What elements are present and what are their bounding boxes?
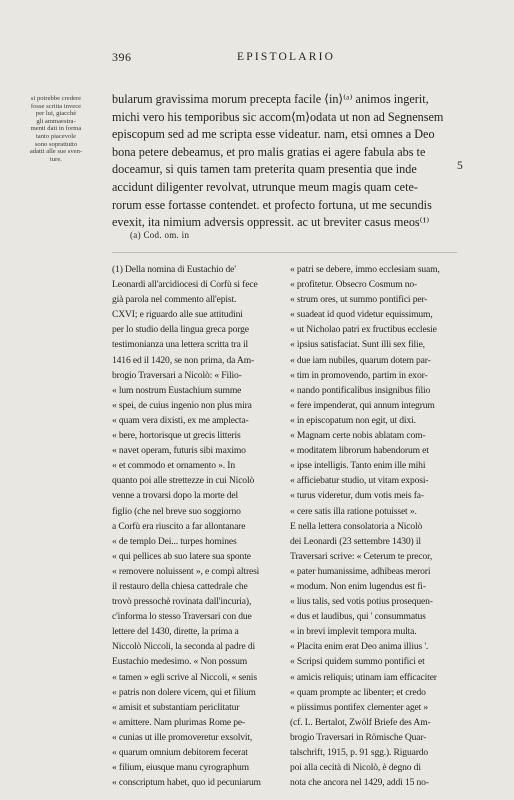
commentary-line: « cunias ut ille promoveretur exsolvit, <box>112 731 253 743</box>
commentary-line: poi alla cecità di Nicolò, è degno di <box>290 762 421 774</box>
main-text-line: michi vero his temporibus sic accom⟨m⟩odata ut non ad Segnensem <box>112 109 444 124</box>
marginal-note-line: menti dati in forma <box>30 125 82 133</box>
commentary-line: « fere impenderat, qui annum integrum <box>290 399 435 411</box>
marginal-note-line: tanto piacevole <box>35 132 77 140</box>
commentary-line: a Corfù era riuscito a far allontanare <box>112 520 246 532</box>
main-text-line: evexit, ita nimium adversis oppressit. ac ut breviter casus meos⁽¹⁾ <box>112 215 430 230</box>
commentary-line: « removere noluissent », e compì altresì <box>112 565 260 577</box>
commentary-line: « moditatem librorum habendorum et <box>290 445 429 457</box>
commentary-line: « filium, eiusque manu cyrographum <box>112 762 249 774</box>
commentary-right-column <box>290 262 462 790</box>
page-number: 396 <box>112 50 132 64</box>
main-text-line: doceamur, si quis tamen tam preterita quam presentia que inde <box>112 162 417 177</box>
commentary-line: CXVI; e riguardo alle sue attitudini <box>112 309 243 321</box>
commentary-line: « dus et laudibus, qui ' consummatus <box>290 611 426 623</box>
commentary-line: dei Leonardi (23 settembre 1430) il <box>290 535 421 547</box>
line-number: 5 <box>457 160 463 172</box>
commentary-line: « strum ores, ut summo pontifici per- <box>290 294 428 306</box>
commentary-line: (cf. L. Bertalot, Zwölf Briefe des Am- <box>290 716 431 728</box>
commentary-line: c'informa lo stesso Traversari con due <box>112 611 252 623</box>
commentary-line: « navet operam, futuris sibi maximo <box>112 445 246 457</box>
commentary-line: il restauro della chiesa cattedrale che <box>112 580 248 592</box>
commentary-line: « bere, hortorisque ut grecis litteris <box>112 430 241 442</box>
commentary-line: « due iam nubiles, quarum dotem par- <box>290 354 431 366</box>
commentary-line: « amisit et substantiam periclitatur <box>112 701 240 713</box>
commentary-line: « quarum omnium debitorem fecerat <box>112 747 248 758</box>
commentary-line: venne a trovarsi dopo la morte del <box>112 490 238 502</box>
marginal-note-line: fosse scritta invece <box>30 102 82 110</box>
marginal-note-line: si potrebbe credere <box>30 95 82 102</box>
commentary-line: (1) Della nomina di Eustachio de' <box>112 264 236 275</box>
commentary-line: brogio Traversari a Nicolò: « Filio- <box>112 369 242 381</box>
main-text-line: bularum gravissima morum precepta facile ⟨in⟩⁽ᵃ⁾ animos ingerit, <box>112 92 429 106</box>
main-text-line: rorum esse fortasse contendet. et profecto fortuna, ut me secundis <box>112 197 432 212</box>
main-text-line: episcopum sed ad me scripta esse videatur. nam, etsi omnes a Deo <box>112 127 435 142</box>
commentary-line: « Placita enim erat Deo anima illius '. <box>290 641 429 653</box>
commentary-line: brogio Traversari in Römische Quar- <box>290 731 427 743</box>
commentary-line: per lo studio della lingua greca porge <box>112 324 249 336</box>
commentary-line: 1416 ed il 1420, se non prima, da Am- <box>112 354 255 366</box>
commentary-line: « quam vera dixisti, ex me amplecta- <box>112 414 249 426</box>
marginal-note-line: per lui, giacchè <box>35 110 77 118</box>
commentary-line: « cere satis illa ratione potuisset ». <box>290 505 417 517</box>
commentary-line: « tim in promovendo, partim in exor- <box>290 369 428 381</box>
commentary-line: lettere del 1430, dirette, la prima a <box>112 626 239 638</box>
commentary-line: figlio (che nel breve suo soggiorno <box>112 505 241 517</box>
commentary-line: « et commodo et ornamento ». In <box>112 460 235 472</box>
commentary-line: « suadeat id quod videtur equissimum, <box>290 309 433 321</box>
marginal-note-line: gli ammaestra- <box>36 117 76 125</box>
commentary-line: già parola nel commento all'epist. <box>112 294 237 306</box>
critical-apparatus: (a) Cod. om. in <box>130 230 190 240</box>
commentary-left-column <box>112 262 284 790</box>
commentary-line: « amittere. Nam plurimas Rome pe- <box>112 716 246 728</box>
commentary-line: talschrift, 1915, p. 91 sgg.). Riguardo <box>290 747 429 758</box>
commentary-line: « quam prompte ac libenter; et credo <box>290 686 426 698</box>
commentary-line: « lius talis, sed votis potius prosequen- <box>290 596 433 608</box>
commentary-line: testimonianza una lettera scritta tra il <box>112 339 248 351</box>
commentary-line: « Scripsi quidem summo pontifici et <box>290 656 425 668</box>
commentary-line: « pater humanissime, adhibeas merori <box>290 565 431 577</box>
commentary-line: trovò pressochè rovinata dall'incuria), <box>112 596 252 608</box>
commentary-line: « turus videretur, dum votis meis fa- <box>290 490 424 502</box>
commentary-line: « amicis reliquis; utinam iam efficaciter <box>290 671 437 683</box>
marginal-note-line: ture. <box>50 155 62 163</box>
commentary-line: « Magnam certe nobis ablatam com- <box>290 430 426 442</box>
main-text-line: accidunt diligenter revolvat, utrunque meum magis quam cete- <box>112 179 418 194</box>
running-head: EPISTOLARIO <box>237 51 336 63</box>
commentary-line: « afficiebatur studio, ut vitam exposi- <box>290 475 429 487</box>
marginal-note-line: sono soprattutto <box>34 140 78 148</box>
commentary-line: « ut Nicholao patri ex fructibus ecclesie <box>290 324 437 336</box>
commentary-line: Niccolò Niccoli, la seconda al padre di <box>112 641 256 653</box>
main-text <box>112 91 457 232</box>
commentary-line: « in brevi implevit tempora multa. <box>290 626 417 638</box>
commentary-line: « conscriptum habet, quo id pecuniarum <box>112 777 261 789</box>
commentary-line: « qui pellices ab suo latere sua sponte <box>112 550 251 562</box>
commentary-line: Traversari scrive: « Ceterum te precor, <box>290 550 433 562</box>
commentary-line: « in episcopatum non egit, ut dixi. <box>290 414 416 426</box>
marginal-note-line: adatti alle sue sven- <box>29 148 83 156</box>
commentary-line: « modum. Non enim lugendus est fi- <box>290 580 426 592</box>
commentary-line: « profitetur. Obsecro Cosmum no- <box>290 279 418 291</box>
commentary-line: « lum nostrum Eustachium summe <box>112 384 242 396</box>
commentary-line: « patris non dolere vicem, qui et filium <box>112 686 256 698</box>
commentary-line: « ipse intelligis. Tanto enim ille mihi <box>290 460 426 472</box>
commentary-line: « spei, de cuius ingenio non plus mira <box>112 399 252 411</box>
commentary-line: E nella lettera consolatoria a Nicolò <box>290 520 423 532</box>
commentary-line: « piissimus pontifex clementer aget » <box>290 701 429 713</box>
commentary-line: « ipsius satisfaciat. Sunt illi sex filie, <box>290 339 425 351</box>
commentary-line: Eustachio medesimo. « Non possum <box>112 656 248 668</box>
commentary-line: nota che ancora nel 1429, addì 15 no- <box>290 777 429 789</box>
footnote-divider <box>112 252 457 253</box>
commentary-line: quanto poi alle strettezze in cui Nicolò <box>112 475 255 487</box>
commentary-line: Leonardi all'arcidiocesi di Corfù si fece <box>112 279 258 291</box>
marginal-note <box>10 95 102 163</box>
commentary-line: « tamen » egli scrive al Niccoli, « senis <box>112 671 257 683</box>
commentary-line: « de templo Dei... turpes homines <box>112 535 237 547</box>
commentary-line: « nando pontificalibus insignibus filio <box>290 384 431 396</box>
main-text-line: bona petere debeamus, et pro malis gratias ei agere fabula abs te <box>112 144 426 159</box>
commentary-line: « patri se debere, immo ecclesiam suam, <box>290 264 440 275</box>
